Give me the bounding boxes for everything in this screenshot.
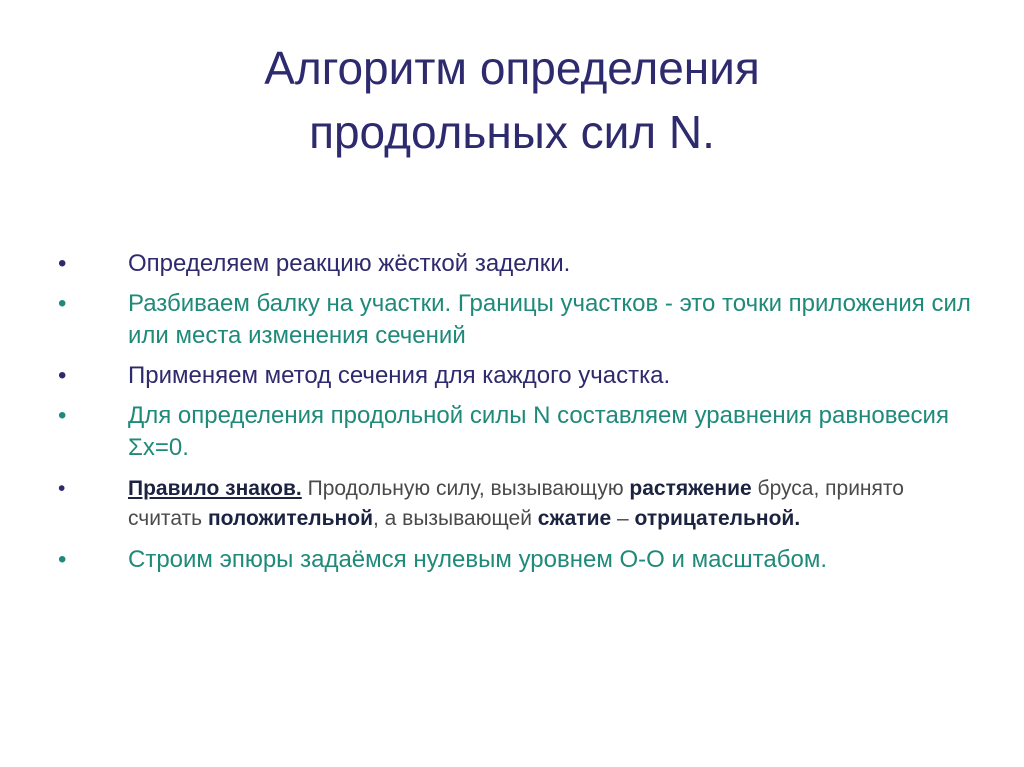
sign-rule-bold-compression: сжатие [537,507,612,530]
title-line-2: продольных сил N. [309,106,715,158]
sign-rule-item [58,474,978,534]
sign-rule-label: Правило знаков. [128,477,302,500]
bullet-list [58,248,978,584]
sign-rule-bold-tension: растяжение [629,477,752,500]
sign-rule-text-3: , а вызывающей [372,507,538,530]
bullet-text: Применяем метод сечения для каждого участка. [128,362,671,389]
sign-rule-bold-negative: отрицательной. [634,507,801,530]
bullet-dot: • [58,546,67,573]
bullet-dot: • [58,402,67,429]
sign-rule-text-1: Продольную силу, вызывающую [301,477,630,500]
title-line-1: Алгоритм определения [264,42,760,94]
sign-rule-text-2: бруса, принято считать [128,477,904,530]
bullet-text: Для определения продольной силы N составляем уравнения равновесия Σx=0. [128,402,949,461]
bullet-dot: • [58,290,67,317]
bullet-dot: • [58,250,67,277]
sign-rule-bold-positive: положительной [207,507,373,530]
bullet-item [58,288,978,352]
bullet-text: Разбиваем балку на участки. Границы участков - это точки приложения сил или места изменения сечений [128,290,971,349]
bullet-item [58,360,978,392]
bullet-item [58,400,978,464]
slide-title [130,36,894,164]
bullet-dot: • [58,362,67,389]
bullet-item [58,248,978,280]
bullet-dot: • [58,477,66,500]
bullet-item [58,544,978,576]
bullet-text: Строим эпюры задаёмся нулевым уровнем О-О и масштабом. [128,546,828,573]
sign-rule-text-4: – [611,507,635,530]
bullet-text: Определяем реакцию жёсткой заделки. [128,250,571,277]
